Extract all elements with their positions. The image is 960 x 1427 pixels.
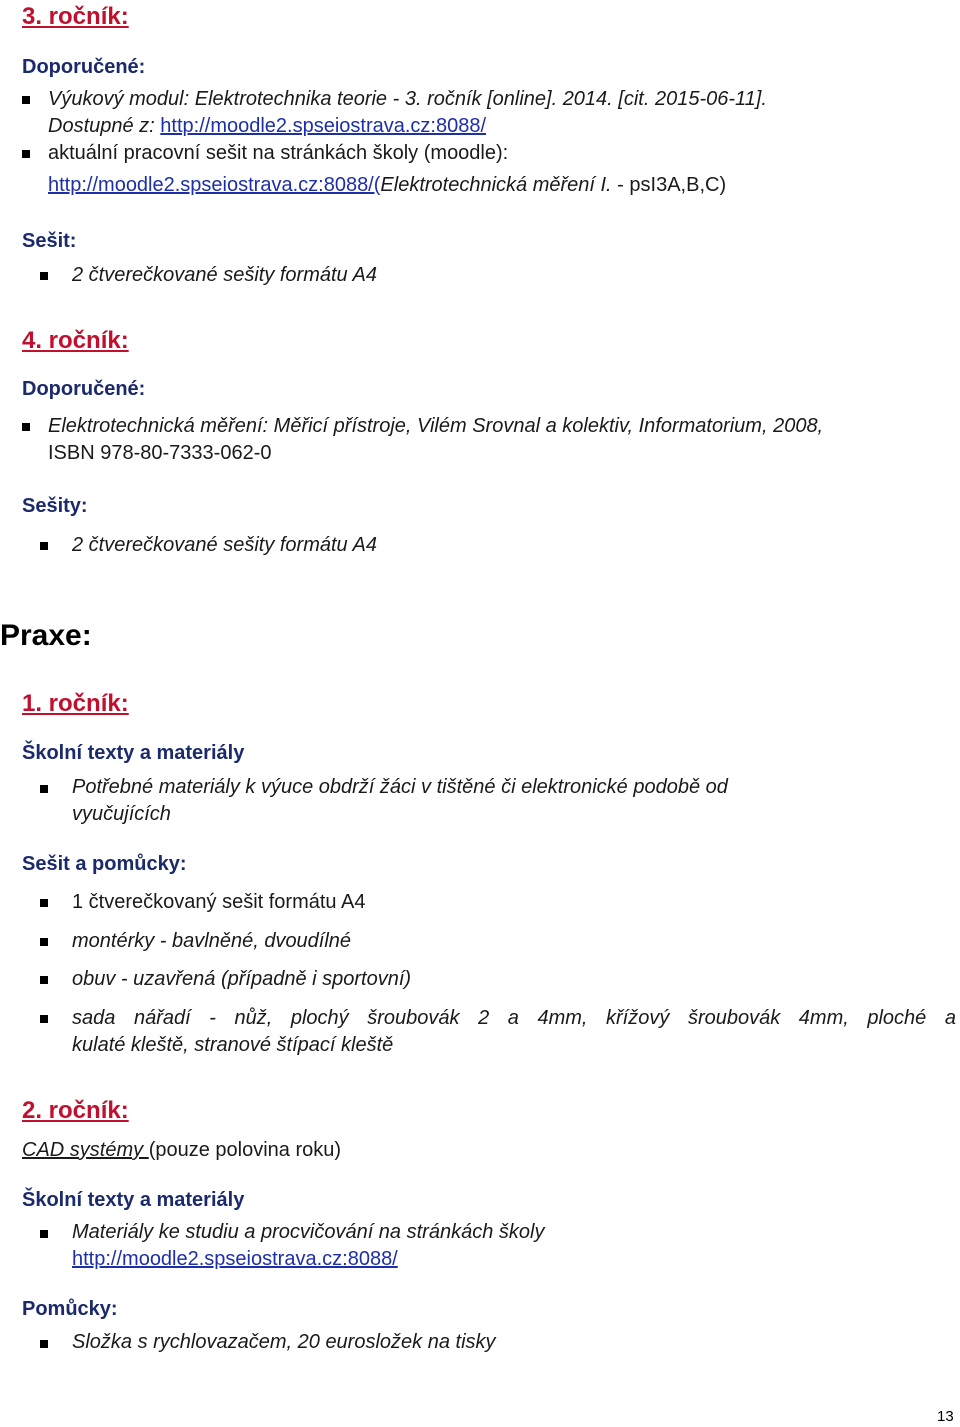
pomucky-label: Sešit a pomůcky: xyxy=(22,853,187,875)
moodle-link[interactable]: http://moodle2.spseiostrava.cz:8088/ xyxy=(72,1248,398,1270)
doporucene-label: Doporučené: xyxy=(22,56,146,78)
list-item-text: aktuální pracovní sešit na stránkách školy (moodle): xyxy=(48,142,509,164)
section-title-4-rocnik: 4. ročník: xyxy=(22,327,129,354)
bullet-icon xyxy=(40,1015,48,1023)
cad-note: (pouze polovina roku) xyxy=(148,1139,342,1161)
bullet-icon xyxy=(22,96,30,104)
section-title-2-rocnik: 2. ročník: xyxy=(22,1097,129,1124)
section-title-1-rocnik: 1. ročník: xyxy=(22,690,129,717)
moodle-link[interactable]: http://moodle2.spseiostrava.cz:8088/( xyxy=(48,174,381,196)
cad-line xyxy=(22,1139,341,1162)
source-prefix: Dostupné z: xyxy=(48,115,161,137)
list-item-text: Materiály ke studiu a procvičování na stránkách školy xyxy=(72,1221,545,1243)
bullet-icon xyxy=(22,423,30,431)
list-item-text: ISBN 978-80-7333-062-0 xyxy=(48,442,272,464)
list-item-text xyxy=(48,115,486,138)
bullet-icon xyxy=(40,272,48,280)
page-number: 13 xyxy=(937,1408,954,1425)
list-item-text: Potřebné materiály k výuce obdrží žáci v tištěné či elektronické podobě od xyxy=(72,776,728,798)
section-title-3-rocnik: 3. ročník: xyxy=(22,3,129,30)
bullet-icon xyxy=(40,1230,48,1238)
bullet-icon xyxy=(40,976,48,984)
list-item-text xyxy=(48,174,726,197)
bullet-icon xyxy=(40,542,48,550)
list-item-text: 2 čtverečkované sešity formátu A4 xyxy=(72,534,377,556)
sesity-label: Sešity: xyxy=(22,495,88,517)
list-item-text: sada nářadí - nůž, plochý šroubovák 2 a 4mm, křížový šroubovák 4mm, ploché a xyxy=(72,1007,956,1029)
list-item-text: Elektrotechnická měření: Měřicí přístroje, Vilém Srovnal a kolektiv, Informatorium, 2008, xyxy=(48,415,824,437)
list-item-text: Výukový modul: Elektrotechnika teorie - 3. ročník [online]. 2014. [cit. 2015-06-11]. xyxy=(48,88,767,110)
sesit-label: Sešit: xyxy=(22,230,77,252)
praxe-heading: Praxe: xyxy=(0,619,92,652)
bullet-icon xyxy=(40,899,48,907)
list-item-text: obuv - uzavřená (případně i sportovní) xyxy=(72,968,412,990)
bullet-icon xyxy=(22,150,30,158)
bullet-icon xyxy=(40,1340,48,1348)
skolni-texty-label: Školní texty a materiály xyxy=(22,742,245,764)
doporucene-label: Doporučené: xyxy=(22,378,146,400)
bullet-icon xyxy=(40,785,48,793)
course-groups: - psI3A,B,C) xyxy=(611,174,727,196)
moodle-link[interactable]: http://moodle2.spseiostrava.cz:8088/ xyxy=(160,115,487,137)
item-text: 1 čtverečkovaný sešit formátu A4 xyxy=(72,891,366,913)
list-item-text xyxy=(72,891,365,914)
list-item-text: 2 čtverečkované sešity formátu A4 xyxy=(72,264,377,286)
course-name: Elektrotechnická měření I. xyxy=(380,174,612,196)
list-item-text: vyučujících xyxy=(72,803,171,825)
bullet-icon xyxy=(40,938,48,946)
cad-title: CAD systémy xyxy=(22,1139,149,1161)
list-item-text: Složka s rychlovazačem, 20 eurosložek na tisky xyxy=(72,1331,496,1353)
pomucky-label: Pomůcky: xyxy=(22,1298,118,1320)
list-item-text: montérky - bavlněné, dvoudílné xyxy=(72,930,352,952)
list-item-text: kulaté kleště, stranové štípací kleště xyxy=(72,1034,394,1056)
skolni-texty-label: Školní texty a materiály xyxy=(22,1189,245,1211)
